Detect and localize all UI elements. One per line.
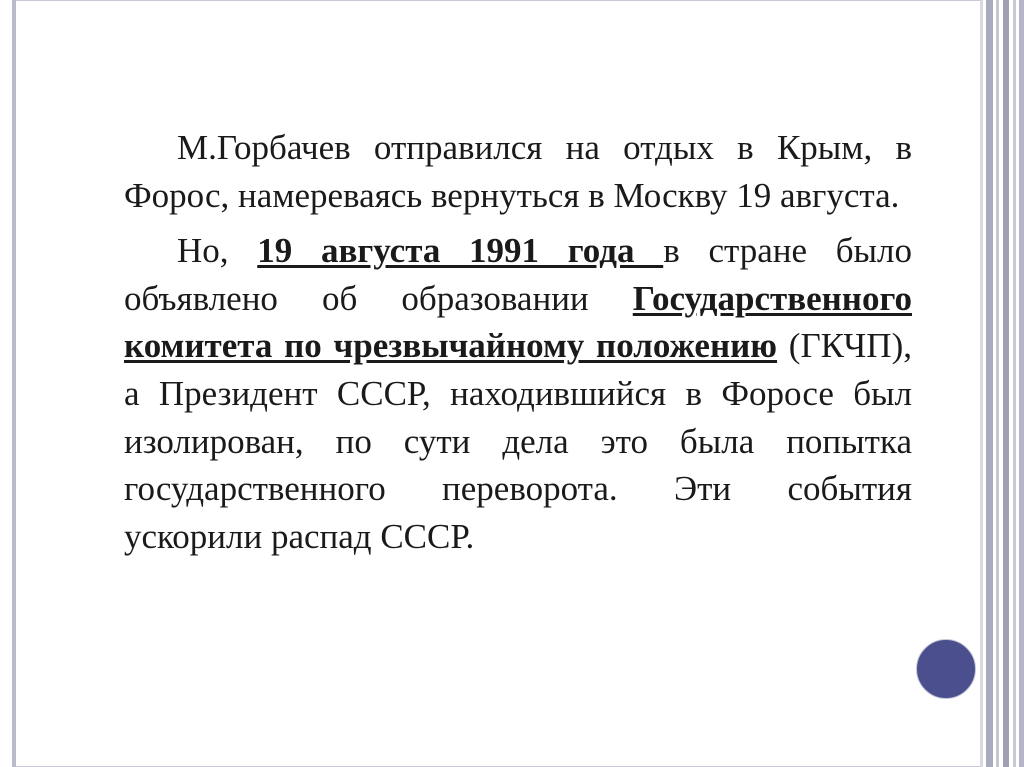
paragraph-2: [124, 227, 912, 560]
coup-date: 19 августа 1991 года: [257, 231, 664, 271]
frame-top-border: [12, 0, 980, 1]
slide-body-text: [124, 124, 912, 568]
committee-name: Государственного комитета по чрезвычайному положению: [124, 278, 912, 366]
paragraph-2-middle: в стране было объявлено об образовании: [124, 231, 913, 318]
paragraph-2-tail: (ГКЧП), а Президент СССР, находившийся в Форосе был изолирован, по сути дела это была попытка государственного переворота. Эти события ускорили распад СССР.: [124, 326, 912, 556]
right-bar: [1013, 0, 1016, 767]
right-bar: [996, 0, 999, 767]
left-decorative-rule: [12, 0, 16, 767]
paragraph-1: [124, 124, 912, 219]
paragraph-1-text: М.Горбачев отправился на отдых в Крым, в Форос, намереваясь вернуться в Москву 19 августа.: [124, 128, 912, 215]
right-bar: [1003, 0, 1009, 767]
right-bar: [986, 0, 993, 767]
paragraph-2-lead: Но,: [177, 231, 258, 271]
right-bar: [980, 0, 983, 767]
decorative-circle: [916, 639, 976, 699]
right-bar: [1019, 0, 1024, 767]
right-decorative-bars: [980, 0, 1024, 767]
